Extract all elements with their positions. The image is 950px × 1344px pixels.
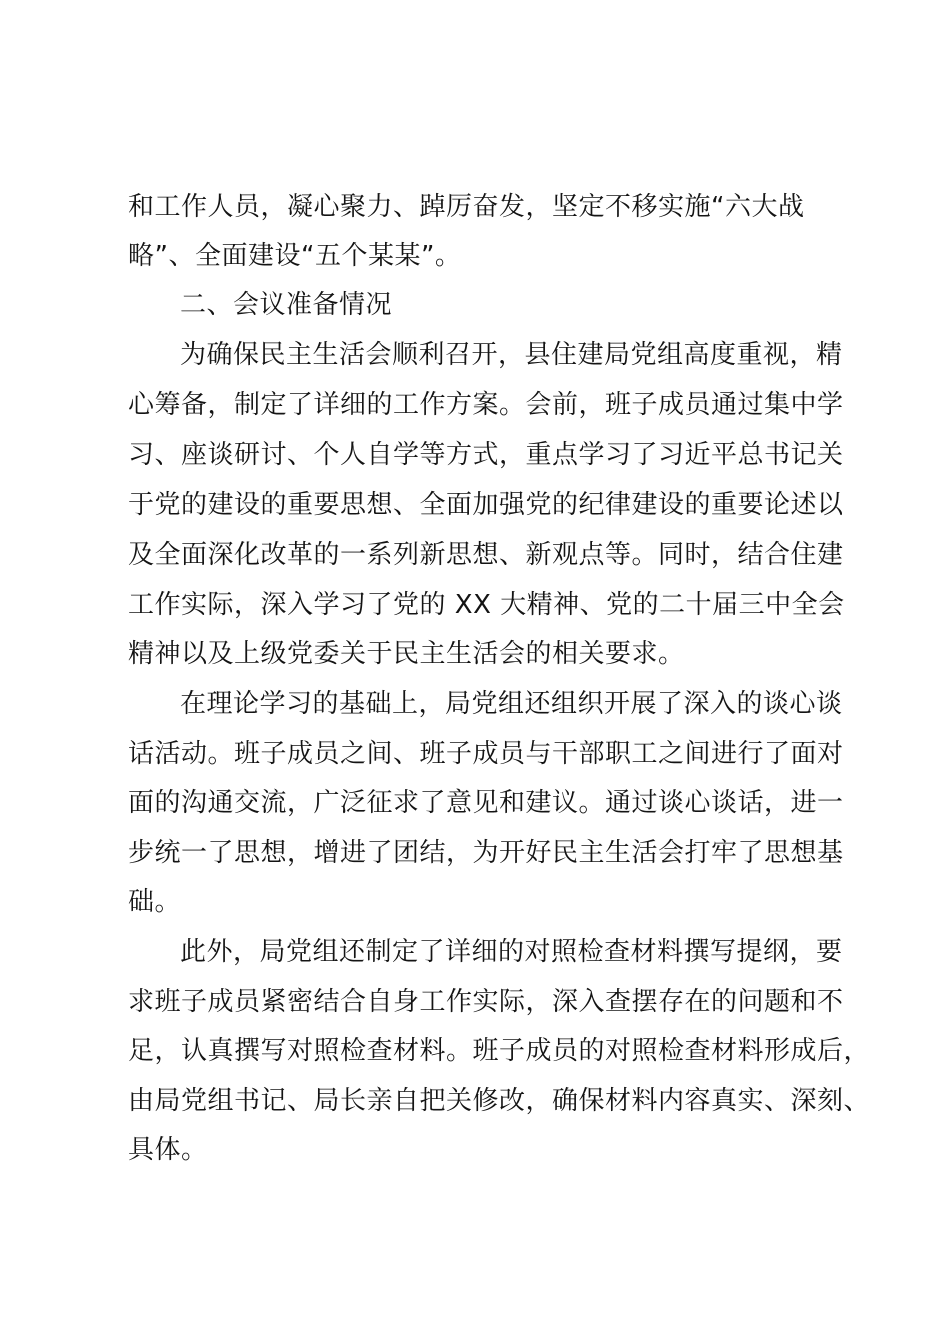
text-line-20: 具体。: [128, 1135, 208, 1165]
text-line-7: 于党的建设的重要思想、全面加强党的纪律建设的重要论述以: [128, 490, 844, 520]
text-line-5: 心筹备，制定了详细的工作方案。会前，班子成员通过集中学: [128, 390, 844, 420]
section-heading: 二、会议准备情况: [180, 290, 393, 320]
text-line-11: 在理论学习的基础上，局党组还组织开展了深入的谈心谈: [180, 689, 843, 719]
text-line-10: 精神以及上级党委关于民主生活会的相关要求。: [128, 639, 685, 669]
text-line-15: 础。: [128, 887, 182, 917]
text-line-9: 工作实际，深入学习了党的 XX 大精神、党的二十届三中全会: [128, 590, 845, 620]
text-line-18: 足，认真撰写对照检查材料。班子成员的对照检查材料形成后，: [128, 1036, 871, 1066]
text-line-17: 求班子成员紧密结合自身工作实际，深入查摆存在的问题和不: [128, 987, 844, 1017]
text-line-13: 面的沟通交流，广泛征求了意见和建议。通过谈心谈话，进一: [128, 788, 844, 818]
text-line-2: 略”、全面建设“五个某某”。: [128, 241, 462, 271]
text-line-6: 习、座谈研讨、个人自学等方式，重点学习了习近平总书记关: [128, 440, 844, 470]
text-line-1: 和工作人员，凝心聚力、踔厉奋发，坚定不移实施“六大战: [128, 192, 805, 222]
text-line-16: 此外，局党组还制定了详细的对照检查材料撰写提纲，要: [180, 937, 843, 967]
text-line-4: 为确保民主生活会顺利召开，县住建局党组高度重视，精: [180, 340, 843, 370]
text-line-12: 话活动。班子成员之间、班子成员与干部职工之间进行了面对: [128, 739, 844, 769]
text-line-14: 步统一了思想，增进了团结，为开好民主生活会打牢了思想基: [128, 838, 844, 868]
text-line-19: 由局党组书记、局长亲自把关修改，确保材料内容真实、深刻、: [128, 1086, 871, 1116]
text-line-8: 及全面深化改革的一系列新思想、新观点等。同时，结合住建: [128, 540, 844, 570]
